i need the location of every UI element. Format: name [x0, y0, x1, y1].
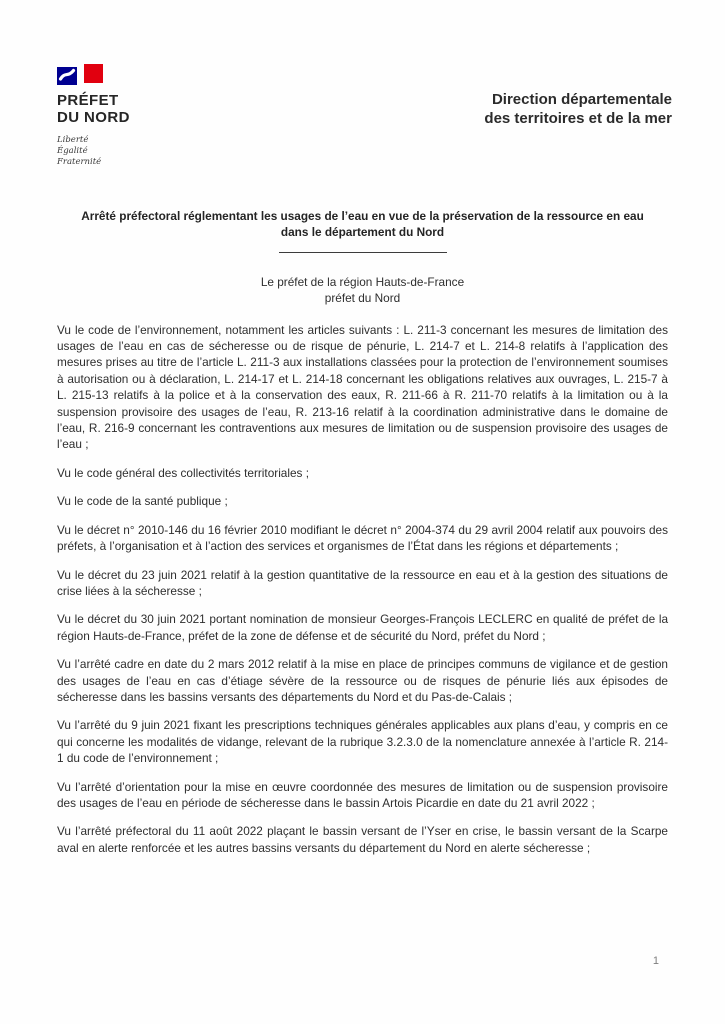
document-body: [57, 208, 668, 868]
logo-motto: [57, 135, 247, 168]
service-name: [484, 90, 672, 128]
logo-line-prefet: PRÉFET: [57, 92, 119, 109]
motto-egalite: Égalité: [57, 146, 88, 156]
service-line-2: des territoires et de la mer: [484, 110, 672, 127]
issuer-line-1: Le préfet de la région Hauts-de-France: [260, 274, 465, 289]
document-title-line-1: Arrêté préfectoral réglementant les usages de l’eau en vue de la préservation de la ressource en eau: [81, 209, 644, 223]
motto-liberte: Liberté: [57, 135, 89, 145]
title-separator-line: [279, 252, 447, 253]
visa-paragraph: Vu l’arrêté d’orientation pour la mise en œuvre coordonnée des mesures de limitation ou de suspension provisoire des usages de l’eau en période de sécheresse dans le bassin Artois Picardie en date du 21 avril 2022 ;: [57, 779, 668, 810]
visa-paragraph: Vu le code de la santé publique ;: [57, 494, 228, 509]
document-title: [57, 208, 668, 241]
visa-paragraphs: [57, 322, 668, 857]
visa-paragraph: Vu le code de l’environnement, notamment les articles suivants : L. 211-3 concernant les mesures de limitation des usages de l’eau en cas de sécheresse ou de risque de pénurie, L. 214-7 et L. 214-8 relatifs à l’application des mesures prises au titre de l’article L. 211-3 aux installations classées pour la protection de l’environnement soumises à autorisation ou à déclaration, L. 214-17 et L. 214-18 concernant les obligations relatives aux ouvrages, L. 215-7 à L. 215-13 relatifs à la police et à la conservation des eaux, R. 211-66 à R. 211-70 relatifs à la limitation ou à la suspension provisoire des usages de l’eau, R. 213-16 relatif à la coordination administrative dans le domaine de l’eau, R. 216-9 concernant les contraventions aux mesures de limitation ou de suspension provisoire des usages de l’eau ;: [57, 322, 668, 452]
issuer-block: [57, 274, 668, 307]
page-number: 1: [652, 955, 659, 967]
visa-paragraph: Vu l’arrêté cadre en date du 2 mars 2012 relatif à la mise en place de principes communs de vigilance et de gestion des usages de l’eau en cas d’étiage sévère de la ressource ou de risques de pénurie liés aux épisodes de sécheresse dans les bassins versants des départements du Nord et du Pas-de-Calais ;: [57, 657, 668, 704]
republique-logo: [57, 64, 247, 168]
logo-line-du-nord: DU NORD: [57, 109, 130, 126]
motto-fraternite: Fraternité: [57, 157, 102, 167]
visa-paragraph: Vu l’arrêté préfectoral du 11 août 2022 plaçant le bassin versant de l’Yser en crise, le bassin versant de la Scarpe aval en alerte renforcée et les autres bassins versants du département du Nord en alerte sécheresse ;: [57, 824, 668, 855]
visa-paragraph: Vu le code général des collectivités territoriales ;: [57, 465, 310, 480]
document-title-line-2: dans le département du Nord: [280, 225, 445, 240]
french-flag-icon: [57, 64, 104, 86]
visa-paragraph: Vu le décret du 30 juin 2021 portant nomination de monsieur Georges-François LECLERC en qualité de préfet de la région Hauts-de-France, préfet de la zone de défense et de sécurité du Nord, préfet du Nord ;: [57, 612, 668, 643]
service-line-1: Direction départementale: [491, 91, 672, 108]
visa-paragraph: Vu le décret n° 2010-146 du 16 février 2010 modifiant le décret n° 2004-374 du 29 avril 2004 relatif aux pouvoirs des préfets, à l’organisation et à l’action des services et organismes de l’État dans les régions et départements ;: [57, 522, 668, 554]
visa-paragraph: Vu l’arrêté du 9 juin 2021 fixant les prescriptions techniques générales applicables aux plans d’eau, y compris en ce qui concerne les modalités de vidange, relevant de la rubrique 3.2.3.0 de la nomenclature annexée à l’article R. 214-1 du code de l’environnement ;: [57, 718, 668, 766]
visa-paragraph: Vu le décret du 23 juin 2021 relatif à la gestion quantitative de la ressource en eau et à la gestion des situations de crise liées à la sécheresse ;: [57, 567, 668, 598]
issuer-line-2: préfet du Nord: [324, 291, 401, 306]
